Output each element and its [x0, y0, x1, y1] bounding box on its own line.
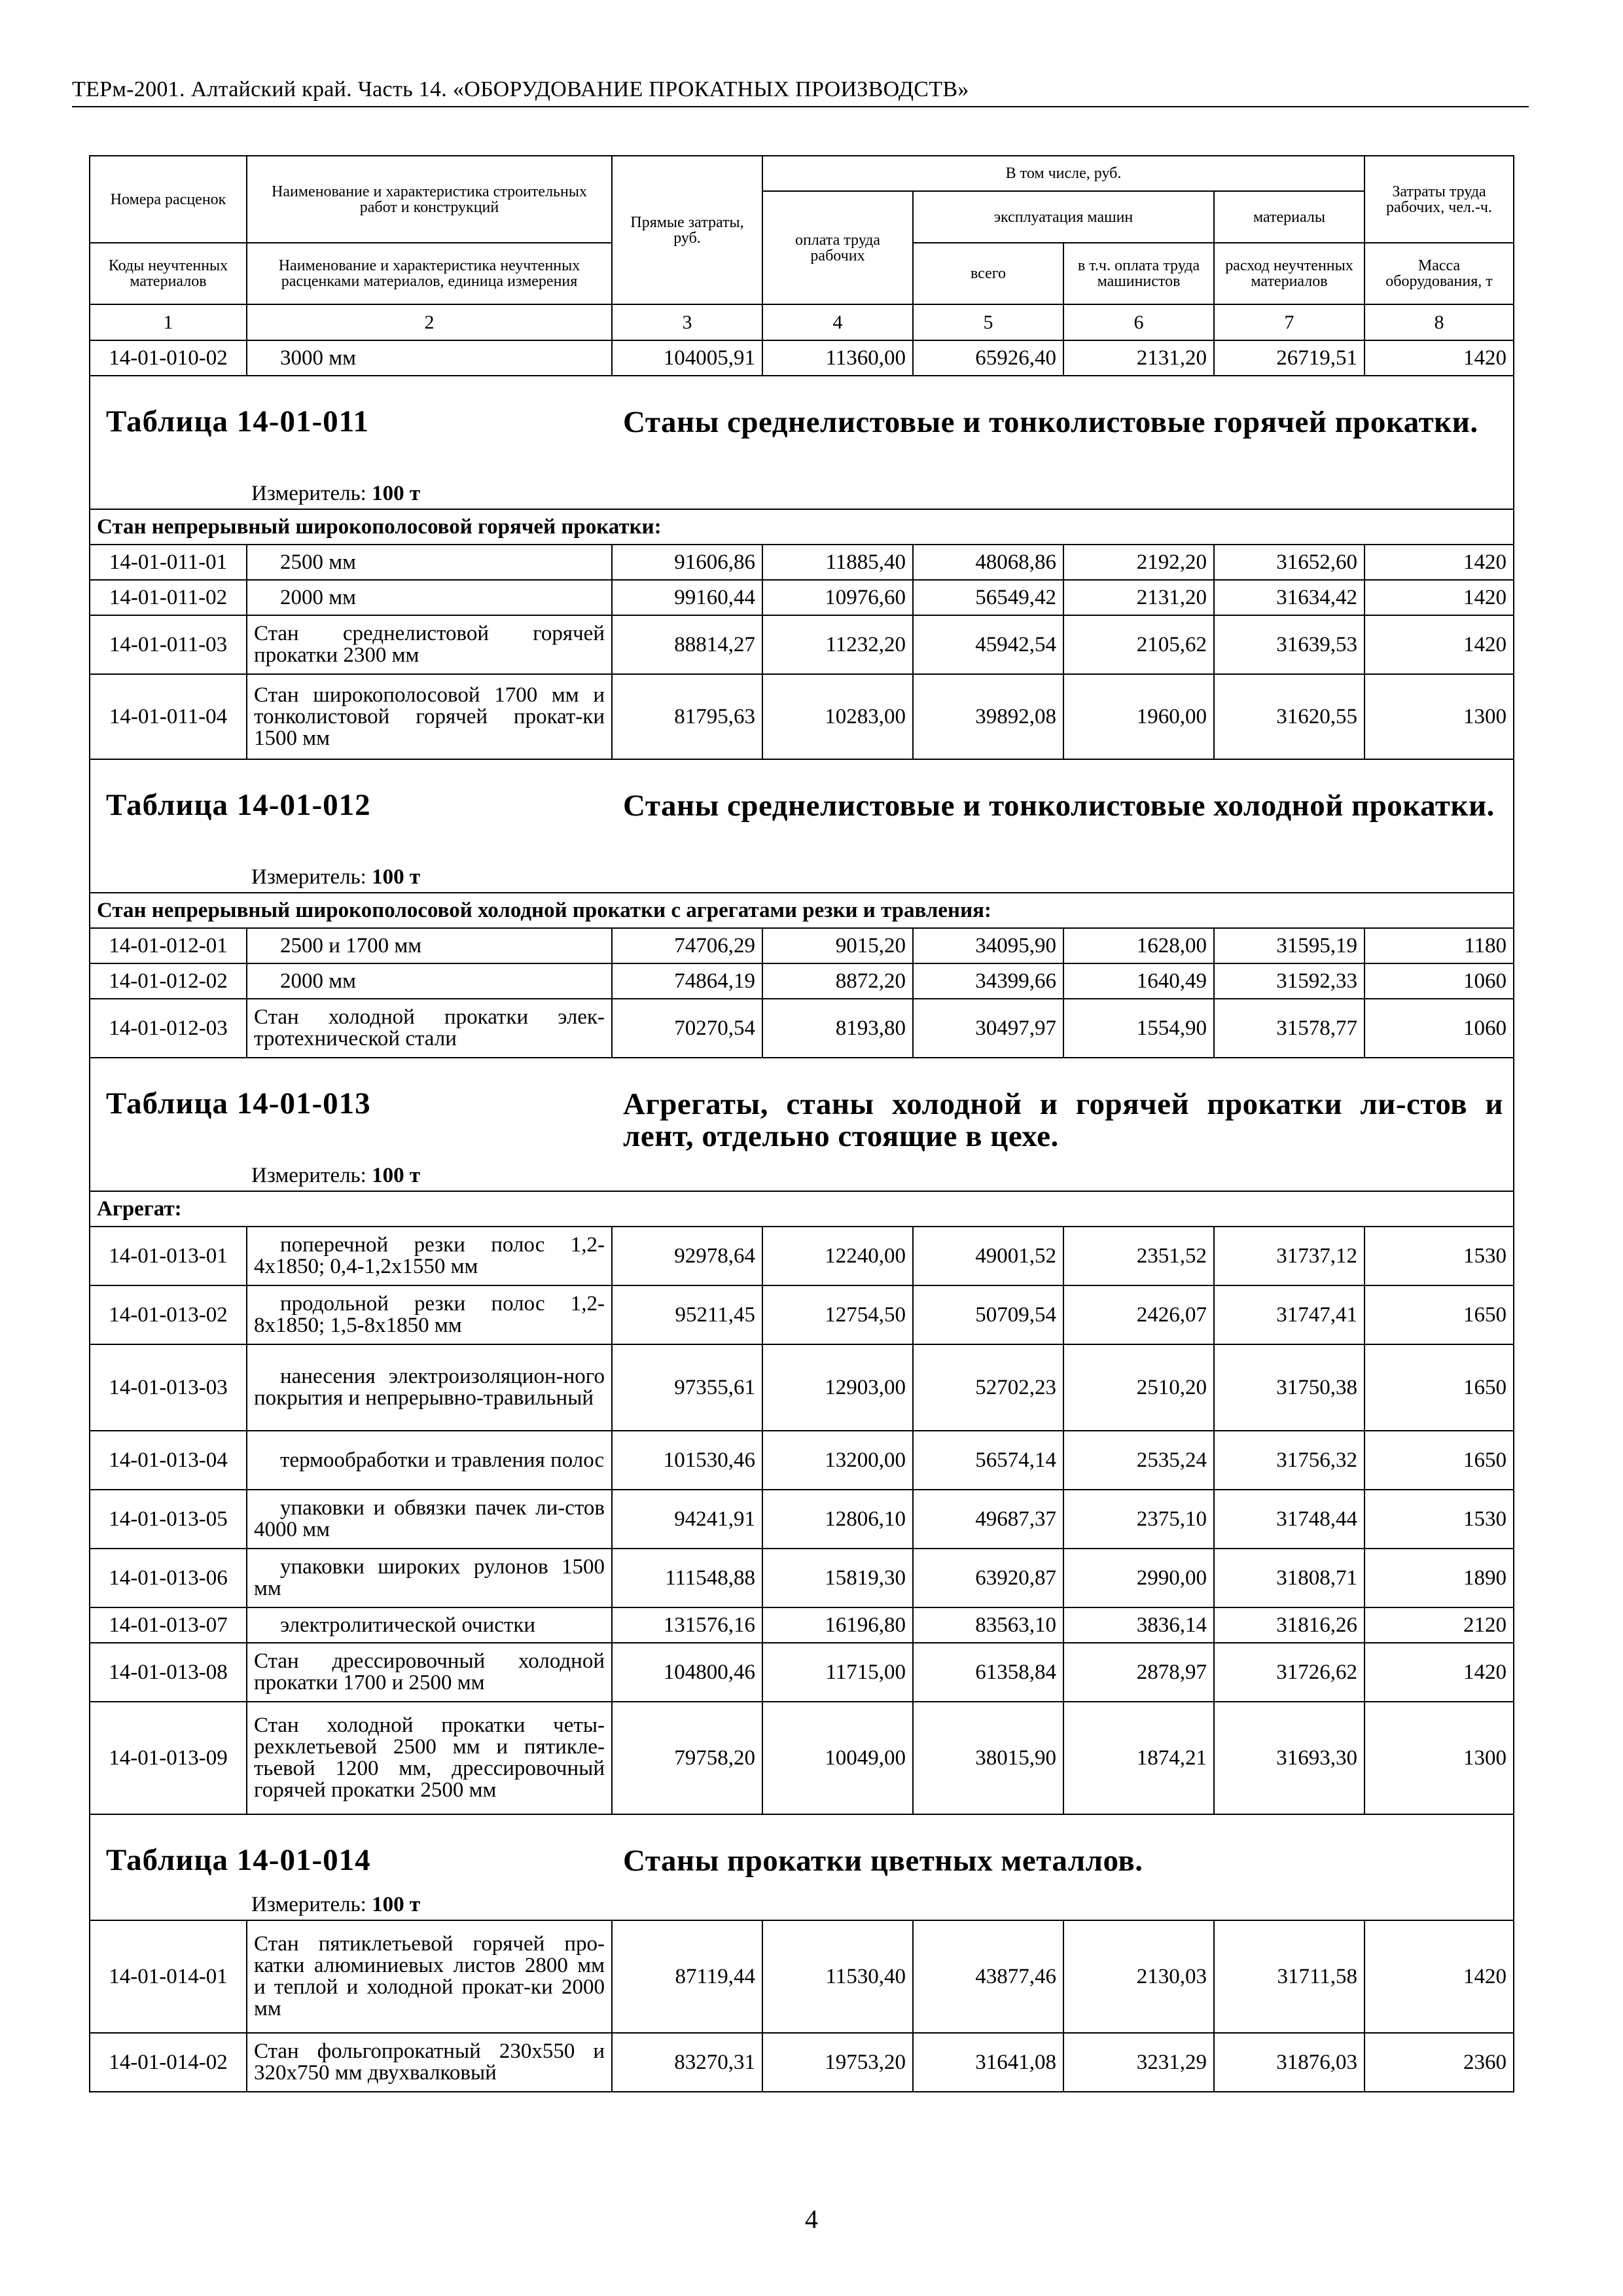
rate-name: нанесения электроизоляцион-ного покрытия и непрерывно-травильный [247, 1344, 612, 1431]
measure-line [251, 867, 420, 888]
header-col1-bottom: Коды неучтенных материалов [90, 243, 247, 304]
operators-pay: 1640,49 [1063, 963, 1214, 999]
rate-code: 14-01-011-04 [90, 674, 247, 759]
equipment-mass: 1060 [1364, 999, 1514, 1058]
rate-name: 2500 мм [247, 545, 612, 580]
rate-code: 14-01-013-01 [90, 1227, 247, 1285]
machines-total: 48068,86 [913, 545, 1063, 580]
rate-name: продольной резки полос 1,2-8х1850; 1,5-8х1850 мм [247, 1285, 612, 1344]
labor-pay: 12806,10 [762, 1490, 913, 1549]
operators-pay: 2192,20 [1063, 545, 1214, 580]
table-number: Таблица 14-01-011 [106, 404, 369, 439]
labor-pay: 16196,80 [762, 1607, 913, 1643]
operators-pay: 2105,62 [1063, 615, 1214, 674]
labor-pay: 11530,40 [762, 1920, 913, 2033]
table-title-block [90, 1814, 1514, 1920]
table-number: Таблица 14-01-013 [106, 1086, 371, 1121]
header-col3: Прямые затраты, руб. [612, 156, 762, 304]
table-row [90, 580, 1514, 615]
direct-costs: 94241,91 [612, 1490, 762, 1549]
materials-cost: 31808,71 [1214, 1549, 1364, 1607]
labor-pay: 10283,00 [762, 674, 913, 759]
header-row-1 [90, 156, 1514, 191]
table-row [90, 928, 1514, 963]
table-row [90, 674, 1514, 759]
header-incl: В том числе, руб. [762, 156, 1364, 191]
column-number-row [90, 304, 1514, 340]
direct-costs: 74864,19 [612, 963, 762, 999]
operators-pay: 2130,03 [1063, 1920, 1214, 2033]
rate-name: 2500 и 1700 мм [247, 928, 612, 963]
rate-code: 14-01-013-02 [90, 1285, 247, 1344]
header-rule [72, 106, 1529, 107]
measure-value: 100 т [372, 482, 421, 505]
rate-name: Стан среднелистовой горячей прокатки 2300 мм [247, 615, 612, 674]
equipment-mass: 1650 [1364, 1431, 1514, 1490]
table-row [90, 1431, 1514, 1490]
rate-code: 14-01-014-02 [90, 2033, 247, 2092]
table-row [90, 1607, 1514, 1643]
table-title-block [90, 759, 1514, 893]
machines-total: 49687,37 [913, 1490, 1063, 1549]
operators-pay: 3836,14 [1063, 1607, 1214, 1643]
labor-pay: 12240,00 [762, 1227, 913, 1285]
equipment-mass: 2360 [1364, 2033, 1514, 2092]
header-col8-top: Затраты труда рабочих, чел.-ч. [1364, 156, 1514, 243]
table-row [90, 1643, 1514, 1702]
equipment-mass: 1890 [1364, 1549, 1514, 1607]
labor-pay: 11232,20 [762, 615, 913, 674]
rate-name: Стан фольгопрокатный 230х550 и 320х750 мм двухвалковый [247, 2033, 612, 2092]
operators-pay: 2426,07 [1063, 1285, 1214, 1344]
table-number: Таблица 14-01-014 [106, 1843, 371, 1877]
operators-pay: 2351,52 [1063, 1227, 1214, 1285]
rate-code: 14-01-013-04 [90, 1431, 247, 1490]
machines-total: 61358,84 [913, 1643, 1063, 1702]
direct-costs: 111548,88 [612, 1549, 762, 1607]
column-number: 6 [1063, 304, 1214, 340]
header-col5: всего [913, 243, 1063, 304]
section-heading: Стан непрерывный широкополосовой горячей прокатки: [90, 509, 1514, 545]
equipment-mass: 1650 [1364, 1285, 1514, 1344]
direct-costs: 88814,27 [612, 615, 762, 674]
labor-pay: 11360,00 [762, 340, 913, 376]
section-row [90, 893, 1514, 928]
section-heading: Стан непрерывный широкополосовой холодной прокатки с агрегатами резки и травления: [90, 893, 1514, 928]
measure-label: Измеритель: [251, 1164, 366, 1187]
materials-cost: 31816,26 [1214, 1607, 1364, 1643]
materials-cost: 31750,38 [1214, 1344, 1364, 1431]
rate-name: Стан дрессировочный холодной прокатки 1700 и 2500 мм [247, 1643, 612, 1702]
direct-costs: 70270,54 [612, 999, 762, 1058]
operators-pay: 3231,29 [1063, 2033, 1214, 2092]
measure-label: Измеритель: [251, 865, 366, 889]
direct-costs: 104800,46 [612, 1643, 762, 1702]
machines-total: 50709,54 [913, 1285, 1063, 1344]
section-row [90, 1191, 1514, 1227]
table-title: Станы прокатки цветных металлов. [623, 1844, 1143, 1878]
equipment-mass: 1420 [1364, 615, 1514, 674]
direct-costs: 91606,86 [612, 545, 762, 580]
rate-code: 14-01-013-09 [90, 1702, 247, 1814]
measure-line [251, 1165, 420, 1187]
direct-costs: 131576,16 [612, 1607, 762, 1643]
materials-cost: 31748,44 [1214, 1490, 1364, 1549]
materials-cost: 31634,42 [1214, 580, 1364, 615]
rate-name: Стан пятиклетьевой горячей про-катки алюминиевых листов 2800 мм и теплой и холодной прокат-ки 2000 мм [247, 1920, 612, 2033]
table-title-row [90, 376, 1514, 509]
rate-code: 14-01-011-03 [90, 615, 247, 674]
direct-costs: 79758,20 [612, 1702, 762, 1814]
materials-cost: 26719,51 [1214, 340, 1364, 376]
header-col2-top: Наименование и характеристика строительных работ и конструкций [247, 156, 612, 243]
header-exploitation: эксплуатация машин [913, 191, 1214, 243]
header-col4: оплата труда рабочих [762, 191, 913, 304]
labor-pay: 10049,00 [762, 1702, 913, 1814]
table-row [90, 1344, 1514, 1431]
rate-name: Стан холодной прокатки четы-рехклетьевой 2500 мм и пятикле-тьевой 1200 мм, дрессировочный горячей прокатки 2500 мм [247, 1702, 612, 1814]
direct-costs: 92978,64 [612, 1227, 762, 1285]
operators-pay: 1628,00 [1063, 928, 1214, 963]
equipment-mass: 1300 [1364, 1702, 1514, 1814]
rate-name: 3000 мм [247, 340, 612, 376]
table-number: Таблица 14-01-012 [106, 788, 371, 822]
table-title-block [90, 1058, 1514, 1191]
operators-pay: 2510,20 [1063, 1344, 1214, 1431]
column-number: 7 [1214, 304, 1364, 340]
rate-code: 14-01-013-05 [90, 1490, 247, 1549]
equipment-mass: 1530 [1364, 1227, 1514, 1285]
rate-name: 2000 мм [247, 963, 612, 999]
table-row [90, 1490, 1514, 1549]
column-number: 4 [762, 304, 913, 340]
table-title-row [90, 1814, 1514, 1920]
rate-code: 14-01-013-03 [90, 1344, 247, 1431]
rate-name: поперечной резки полос 1,2-4х1850; 0,4-1,2х1550 мм [247, 1227, 612, 1285]
operators-pay: 2878,97 [1063, 1643, 1214, 1702]
measure-line [251, 1894, 420, 1916]
rate-name: упаковки и обвязки пачек ли-стов 4000 мм [247, 1490, 612, 1549]
machines-total: 30497,97 [913, 999, 1063, 1058]
rate-code: 14-01-013-07 [90, 1607, 247, 1643]
rate-name: Стан широкополосовой 1700 мм и тонколистовой горячей прокат-ки 1500 мм [247, 674, 612, 759]
table-row [90, 999, 1514, 1058]
section-row [90, 509, 1514, 545]
table-title: Станы среднелистовые и тонколистовые холодной прокатки. [623, 789, 1495, 823]
column-number: 2 [247, 304, 612, 340]
machines-total: 83563,10 [913, 1607, 1063, 1643]
materials-cost: 31639,53 [1214, 615, 1364, 674]
machines-total: 52702,23 [913, 1344, 1063, 1431]
measure-value: 100 т [372, 1164, 421, 1187]
header-materials: материалы [1214, 191, 1364, 243]
table-row [90, 545, 1514, 580]
page-number: 4 [805, 2204, 818, 2234]
table-title-row [90, 759, 1514, 893]
column-number: 5 [913, 304, 1063, 340]
rate-code: 14-01-010-02 [90, 340, 247, 376]
operators-pay: 2375,10 [1063, 1490, 1214, 1549]
machines-total: 39892,08 [913, 674, 1063, 759]
labor-pay: 9015,20 [762, 928, 913, 963]
direct-costs: 81795,63 [612, 674, 762, 759]
equipment-mass: 1650 [1364, 1344, 1514, 1431]
labor-pay: 8872,20 [762, 963, 913, 999]
rate-code: 14-01-012-02 [90, 963, 247, 999]
table-row [90, 615, 1514, 674]
operators-pay: 2535,24 [1063, 1431, 1214, 1490]
equipment-mass: 1300 [1364, 674, 1514, 759]
table-row [90, 1702, 1514, 1814]
materials-cost: 31756,32 [1214, 1431, 1364, 1490]
measure-value: 100 т [372, 865, 421, 889]
rate-name: Стан холодной прокатки элек-тротехнической стали [247, 999, 612, 1058]
table-row [90, 340, 1514, 376]
materials-cost: 31726,62 [1214, 1643, 1364, 1702]
direct-costs: 101530,46 [612, 1431, 762, 1490]
column-number: 8 [1364, 304, 1514, 340]
machines-total: 34095,90 [913, 928, 1063, 963]
header-col2-bottom: Наименование и характеристика неучтенных расценками материалов, единица измерения [247, 243, 612, 304]
operators-pay: 2990,00 [1063, 1549, 1214, 1607]
header-col6: в т.ч. оплата труда машинистов [1063, 243, 1214, 304]
rate-code: 14-01-012-01 [90, 928, 247, 963]
rate-name: электролитической очистки [247, 1607, 612, 1643]
materials-cost: 31876,03 [1214, 2033, 1364, 2092]
labor-pay: 11715,00 [762, 1643, 913, 1702]
operators-pay: 2131,20 [1063, 580, 1214, 615]
table-row [90, 1549, 1514, 1607]
materials-cost: 31737,12 [1214, 1227, 1364, 1285]
direct-costs: 87119,44 [612, 1920, 762, 2033]
column-number: 1 [90, 304, 247, 340]
labor-pay: 19753,20 [762, 2033, 913, 2092]
equipment-mass: 1420 [1364, 545, 1514, 580]
operators-pay: 1554,90 [1063, 999, 1214, 1058]
materials-cost: 31592,33 [1214, 963, 1364, 999]
labor-pay: 13200,00 [762, 1431, 913, 1490]
machines-total: 34399,66 [913, 963, 1063, 999]
running-header: ТЕРм-2001. Алтайский край. Часть 14. «ОБОРУДОВАНИЕ ПРОКАТНЫХ ПРОИЗВОДСТВ» [72, 77, 969, 101]
measure-label: Измеритель: [251, 1893, 366, 1916]
direct-costs: 104005,91 [612, 340, 762, 376]
materials-cost: 31578,77 [1214, 999, 1364, 1058]
machines-total: 43877,46 [913, 1920, 1063, 2033]
rate-name: термообработки и травления полос [247, 1431, 612, 1490]
labor-pay: 10976,60 [762, 580, 913, 615]
rates-table [89, 155, 1514, 2092]
equipment-mass: 1530 [1364, 1490, 1514, 1549]
measure-line [251, 483, 420, 505]
rate-code: 14-01-011-01 [90, 545, 247, 580]
rate-code: 14-01-011-02 [90, 580, 247, 615]
materials-cost: 31595,19 [1214, 928, 1364, 963]
machines-total: 38015,90 [913, 1702, 1063, 1814]
column-number: 3 [612, 304, 762, 340]
rate-code: 14-01-014-01 [90, 1920, 247, 2033]
equipment-mass: 1060 [1364, 963, 1514, 999]
measure-value: 100 т [372, 1893, 421, 1916]
operators-pay: 2131,20 [1063, 340, 1214, 376]
direct-costs: 74706,29 [612, 928, 762, 963]
machines-total: 65926,40 [913, 340, 1063, 376]
machines-total: 31641,08 [913, 2033, 1063, 2092]
labor-pay: 8193,80 [762, 999, 913, 1058]
materials-cost: 31652,60 [1214, 545, 1364, 580]
equipment-mass: 1420 [1364, 1643, 1514, 1702]
equipment-mass: 1420 [1364, 340, 1514, 376]
table-title: Станы среднелистовые и тонколистовые горячей прокатки. [623, 405, 1478, 439]
table-row [90, 1227, 1514, 1285]
section-heading: Агрегат: [90, 1191, 1514, 1227]
measure-label: Измеритель: [251, 482, 366, 505]
machines-total: 45942,54 [913, 615, 1063, 674]
materials-cost: 31620,55 [1214, 674, 1364, 759]
labor-pay: 12903,00 [762, 1344, 913, 1431]
materials-cost: 31747,41 [1214, 1285, 1364, 1344]
table-row [90, 1285, 1514, 1344]
header-col7: расход неучтенных материалов [1214, 243, 1364, 304]
rate-code: 14-01-013-06 [90, 1549, 247, 1607]
labor-pay: 11885,40 [762, 545, 913, 580]
header-col1-top: Номера расценок [90, 156, 247, 243]
machines-total: 56574,14 [913, 1431, 1063, 1490]
table-title-block [90, 376, 1514, 509]
machines-total: 56549,42 [913, 580, 1063, 615]
equipment-mass: 1420 [1364, 580, 1514, 615]
direct-costs: 95211,45 [612, 1285, 762, 1344]
table-title: Агрегаты, станы холодной и горячей прокатки ли-стов и лент, отдельно стоящие в цехе. [623, 1087, 1503, 1154]
table-row [90, 2033, 1514, 2092]
table-row [90, 963, 1514, 999]
equipment-mass: 2120 [1364, 1607, 1514, 1643]
operators-pay: 1960,00 [1063, 674, 1214, 759]
rate-name: 2000 мм [247, 580, 612, 615]
machines-total: 63920,87 [913, 1549, 1063, 1607]
direct-costs: 83270,31 [612, 2033, 762, 2092]
header-col8-bottom: Масса оборудования, т [1364, 243, 1514, 304]
rate-name: упаковки широких рулонов 1500 мм [247, 1549, 612, 1607]
direct-costs: 99160,44 [612, 580, 762, 615]
labor-pay: 12754,50 [762, 1285, 913, 1344]
materials-cost: 31693,30 [1214, 1702, 1364, 1814]
rate-code: 14-01-013-08 [90, 1643, 247, 1702]
table-title-row [90, 1058, 1514, 1191]
machines-total: 49001,52 [913, 1227, 1063, 1285]
rate-code: 14-01-012-03 [90, 999, 247, 1058]
labor-pay: 15819,30 [762, 1549, 913, 1607]
equipment-mass: 1420 [1364, 1920, 1514, 2033]
equipment-mass: 1180 [1364, 928, 1514, 963]
materials-cost: 31711,58 [1214, 1920, 1364, 2033]
operators-pay: 1874,21 [1063, 1702, 1214, 1814]
direct-costs: 97355,61 [612, 1344, 762, 1431]
table-row [90, 1920, 1514, 2033]
